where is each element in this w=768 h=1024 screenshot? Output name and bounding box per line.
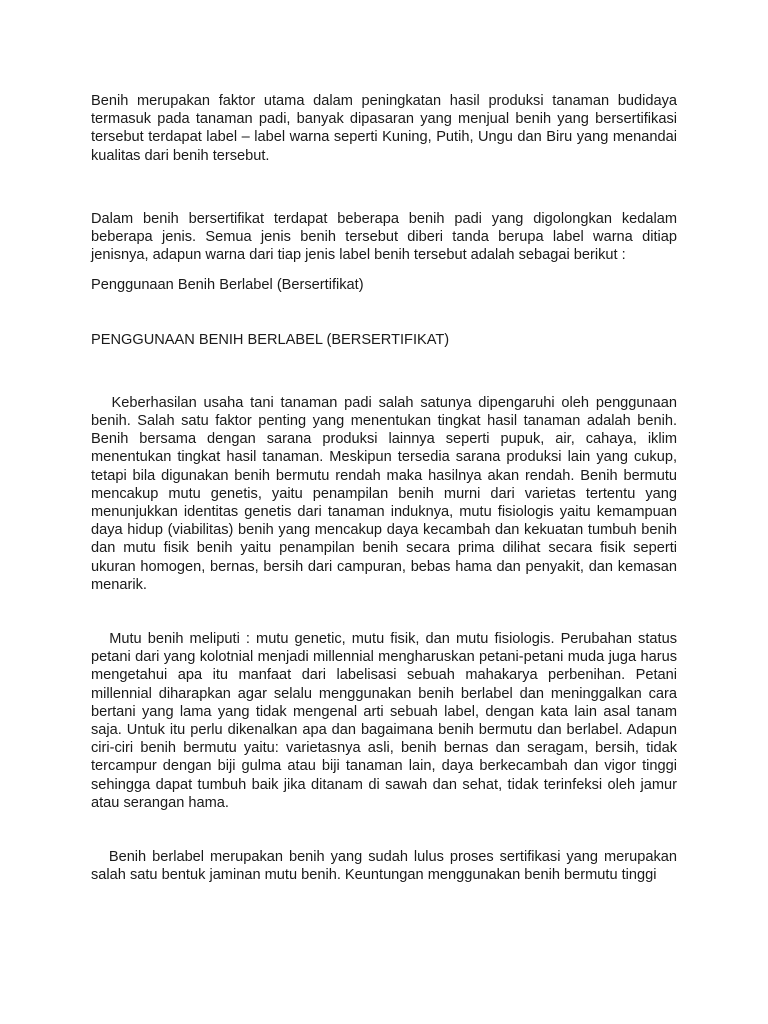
labeled-seed-paragraph: Benih berlabel merupakan benih yang sudah lulus proses sertifikasi yang merupakan salah satu bentuk jaminan mutu benih. Keuntungan menggunakan benih bermutu tinggi: [91, 849, 682, 884]
document-page: [91, 92, 682, 885]
success-factor-paragraph: Keberhasilan usaha tani tanaman padi salah satunya dipengaruhi oleh penggunaan benih. Salah satu faktor penting yang menentukan tingkat hasil tanaman adalah benih. Benih bersama dengan sarana produksi lainnya seperti pupuk, air, cahaya, iklim menentukan tingkat hasil tanaman. Meskipun tersedia sarana produksi lain yang cukup, tetapi bila digunakan benih bermutu rendah maka hasilnya akan rendah. Benih bermutu mencakup mutu genetis, yaitu penampilan benih murni dari varietas tertentu yang menunjukkan identitas genetis dari tanaman induknya, mutu fisiologis yaitu kemampuan daya hidup (viabilitas) benih yang mencakup daya kecambah dan kekuatan tumbuh benih dan mutu fisik benih yaitu penampilan benih secara prima dilihat secara fisik seperti ukuran homogen, bernas, bersih dari campuran, bebas hama dan penyakit, dan kemasan menarik.: [91, 394, 682, 593]
seed-quality-paragraph: Mutu benih meliputi : mutu genetic, mutu fisik, dan mutu fisiologis. Perubahan status petani dari yang kolotnial menjadi millennial mengharuskan petani-petani muda juga harus mengetahui apa itu manfaat dari labelisasi sebuah mahakarya perbenihan. Petani millennial diharapkan agar selalu menggunakan benih berlabel dan meninggalkan cara bertani yang lama yang tidak mengenal arti sebuah label, dengan kata lain asal tanam saja. Untuk itu perlu dikenalkan apa dan bagaimana benih bermutu dan berlabel. Adapun ciri-ciri benih bermutu yaitu: varietasnya asli, benih bernas dan seragam, bersih, tidak tercampur dengan biji gulma atau biji tanaman lain, daya berkecambah dan vigor tinggi sehingga dapat tumbuh baik jika ditanam di sawah dan sehat, tidak terinfeksi oleh jamur atau serangan hama.: [91, 631, 682, 811]
intro-paragraph: Benih merupakan faktor utama dalam peningkatan hasil produksi tanaman budidaya termasuk pada tanaman padi, banyak dipasaran yang menjual benih yang bersertifikasi tersebut terdapat label – label warna seperti Kuning, Putih, Ungu dan Biru yang menandai kualitas dari benih tersebut.: [91, 93, 677, 164]
label-types-paragraph: Dalam benih bersertifikat terdapat beberapa benih padi yang digolongkan kedalam beberapa jenis. Semua jenis benih tersebut diberi tanda berupa label warna ditiap jenisnya, adapun warna dari tiap jenis label benih tersebut adalah sebagai berikut :: [91, 210, 677, 264]
section-heading-uppercase: PENGGUNAAN BENIH BERLABEL (BERSERTIFIKAT): [91, 331, 450, 348]
section-title: Penggunaan Benih Berlabel (Bersertifikat): [91, 277, 364, 294]
